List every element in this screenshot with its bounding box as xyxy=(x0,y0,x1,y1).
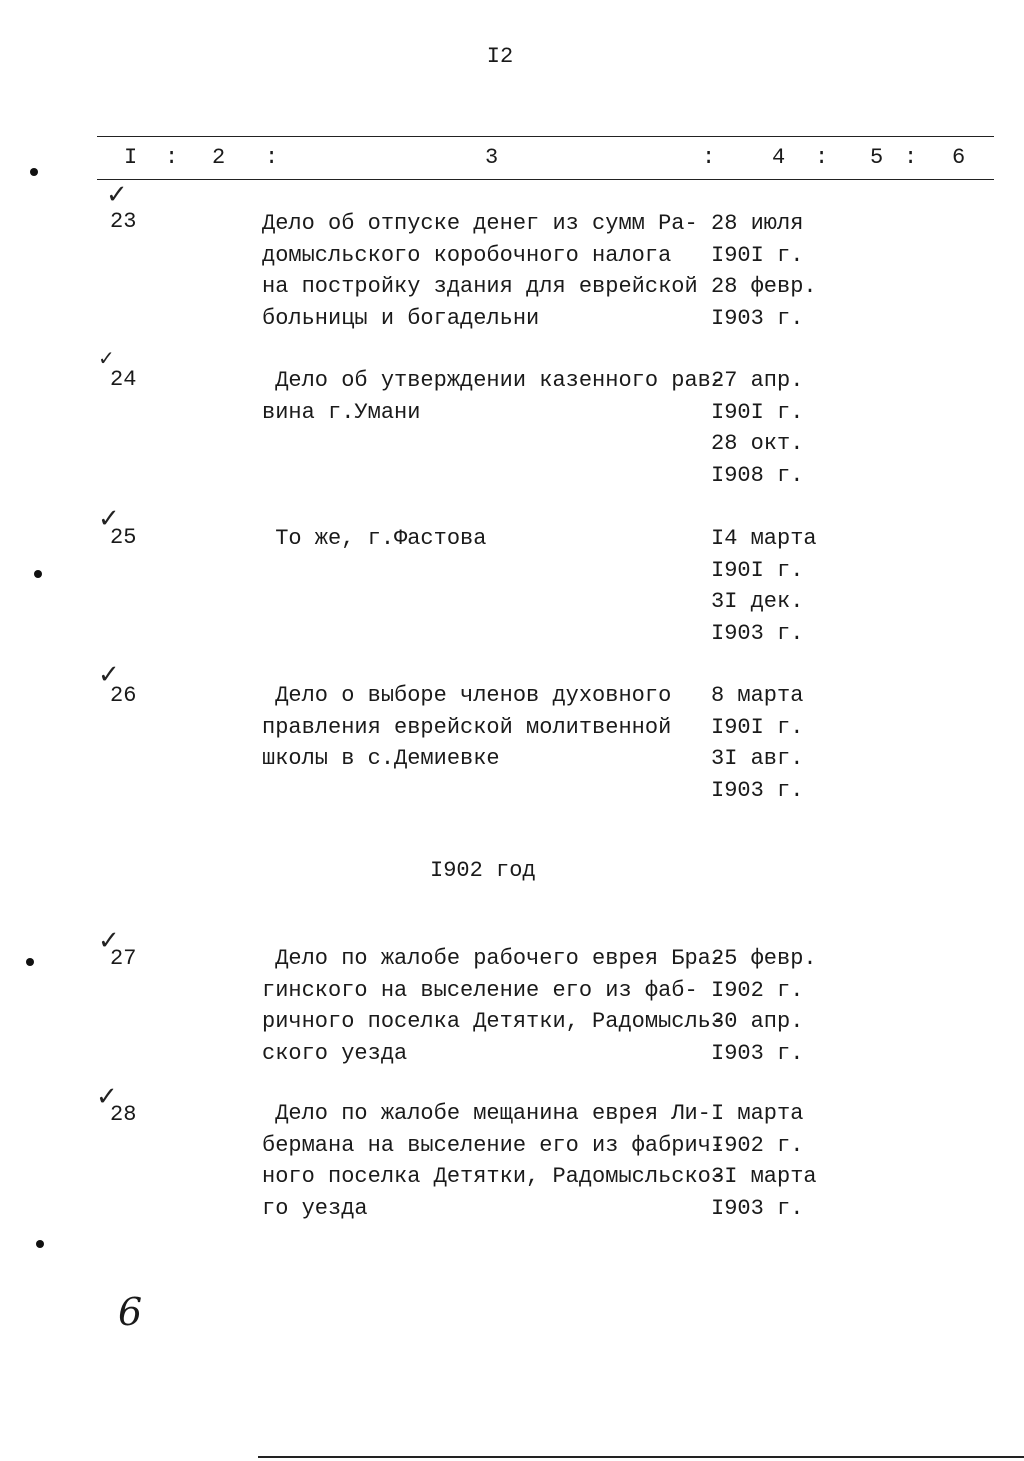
date-line: 3I дек. xyxy=(711,589,804,614)
check-mark-icon: ✓ xyxy=(96,1082,118,1112)
date-line: I903 г. xyxy=(711,1195,804,1221)
record-dates xyxy=(711,523,817,649)
date-line: 28 февр. xyxy=(711,274,817,299)
page-number: I2 xyxy=(486,44,514,69)
binding-hole-mark xyxy=(26,958,34,966)
date-line: 28 окт. xyxy=(711,431,804,456)
record-number: 28 xyxy=(110,1102,137,1127)
date-line: 30 апр. xyxy=(711,1009,804,1034)
check-mark-icon: ✓ xyxy=(106,180,128,210)
date-line: 27 апр. xyxy=(711,368,804,393)
record-dates xyxy=(711,943,817,1069)
date-line: I902 г. xyxy=(711,1132,804,1158)
record-title: Дело о выборе членов духовного правления еврейской молитвенной школы в с.Демиевке xyxy=(262,683,672,771)
date-line: I903 г. xyxy=(711,1040,804,1066)
record-dates xyxy=(711,208,817,334)
date-line: I марта xyxy=(711,1101,804,1126)
bottom-rule xyxy=(258,1456,1024,1458)
date-line: I4 марта xyxy=(711,526,817,551)
record-dates xyxy=(711,680,803,806)
header-col-1: I xyxy=(124,145,138,170)
date-line: I903 г. xyxy=(711,305,804,331)
date-line: I90I г. xyxy=(711,714,804,740)
handwritten-mark: 6 xyxy=(118,1290,143,1334)
record-number: 26 xyxy=(110,683,137,708)
binding-hole-mark xyxy=(30,168,38,176)
header-separator: : xyxy=(815,145,829,170)
header-bottom-rule xyxy=(97,179,994,180)
header-col-2: 2 xyxy=(212,145,226,170)
header-separator: : xyxy=(702,145,716,170)
header-col-3: 3 xyxy=(485,145,499,170)
date-line: I908 г. xyxy=(711,462,804,488)
date-line: 3I марта xyxy=(711,1164,817,1189)
date-line: I903 г. xyxy=(711,620,804,646)
date-line: I903 г. xyxy=(711,777,804,803)
record-number: 25 xyxy=(110,525,137,550)
record-number: 23 xyxy=(110,209,137,234)
header-separator: : xyxy=(265,145,279,170)
date-line: 3I авг. xyxy=(711,746,804,771)
binding-hole-mark xyxy=(36,1240,44,1248)
date-line: I90I г. xyxy=(711,399,804,425)
record-number: 27 xyxy=(110,946,137,971)
check-mark-icon: ✓ xyxy=(98,660,120,690)
date-line: I90I г. xyxy=(711,557,804,583)
record-title: Дело по жалобе мещанина еврея Ли- бермана на выселение его из фабрич- ного поселка Детятки, Радомысльско- го уезда xyxy=(262,1101,725,1221)
header-col-4: 4 xyxy=(772,145,786,170)
header-col-5: 5 xyxy=(870,145,884,170)
date-line: 8 марта xyxy=(711,683,804,708)
check-mark-icon: ✓ xyxy=(98,504,120,534)
header-top-rule xyxy=(97,136,994,137)
date-line: 28 июля xyxy=(711,211,804,236)
record-title: Дело об утверждении казенного рав- вина г.Умани xyxy=(262,368,725,425)
record-title: Дело по жалобе рабочего еврея Бра- гинского на выселение его из фаб- ричного поселка Детятки, Радомысль- ского уезда xyxy=(262,946,725,1066)
check-mark-icon: ✓ xyxy=(98,926,120,956)
date-line: I902 г. xyxy=(711,977,804,1003)
record-number: 24 xyxy=(110,367,137,392)
header-separator: : xyxy=(165,145,179,170)
binding-hole-mark xyxy=(34,570,42,578)
header-col-6: 6 xyxy=(952,145,966,170)
section-heading: I902 год xyxy=(430,858,536,883)
date-line: 25 февр. xyxy=(711,946,817,971)
header-separator: : xyxy=(904,145,918,170)
record-dates xyxy=(711,1098,817,1224)
record-title: Дело об отпуске денег из сумм Ра- домысльского коробочного налога на постройку здания для еврейской больницы и богадельни xyxy=(262,211,698,331)
record-title: То же, г.Фастова xyxy=(262,526,487,551)
date-line: I90I г. xyxy=(711,242,804,268)
record-dates xyxy=(711,365,803,491)
check-mark-icon: ✓ xyxy=(98,346,115,370)
